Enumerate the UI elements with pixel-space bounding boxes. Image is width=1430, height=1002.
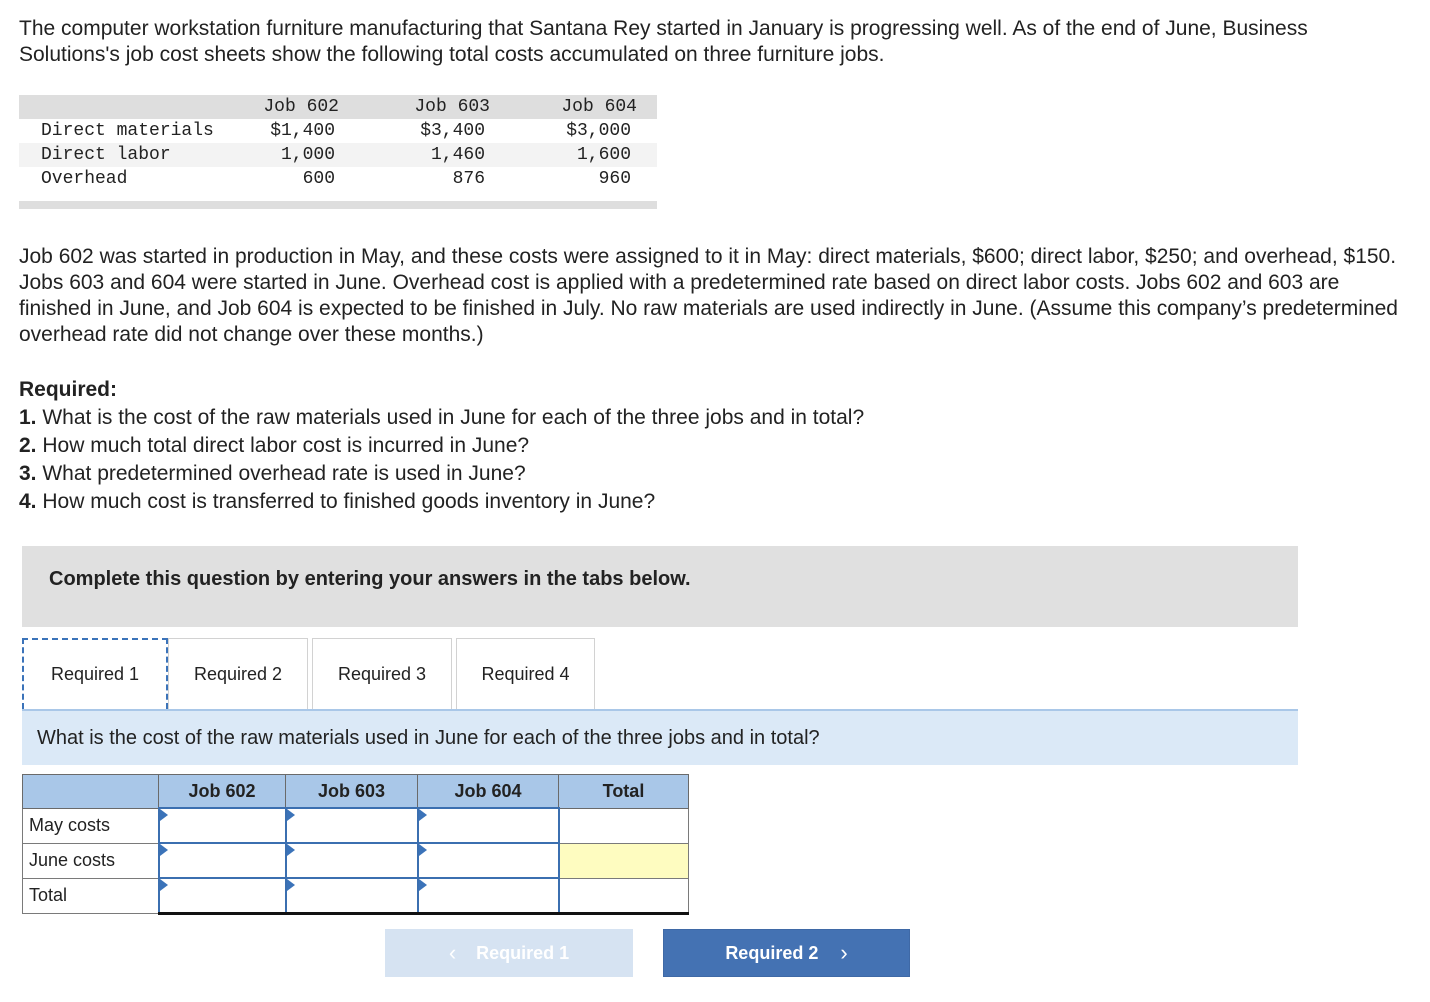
- answer-row-may-costs: [23, 808, 689, 843]
- cost-row-direct-materials: [19, 119, 657, 143]
- grand-total-cell: [559, 878, 689, 914]
- tab-required-4[interactable]: Required 4: [456, 638, 595, 709]
- col-header-job-602: Job 602: [159, 775, 286, 809]
- tab-required-2[interactable]: Required 2: [168, 638, 308, 709]
- row-label: Total: [23, 878, 159, 914]
- answer-table-header: [23, 775, 689, 809]
- intro-paragraph: The computer workstation furniture manufacturing that Santana Rey started in January is progressing well. As of the end of June, Business Solutions's job cost sheets show the following total costs accumulated on three furniture jobs.: [19, 17, 1308, 66]
- total-job-603-input[interactable]: [286, 878, 418, 914]
- required-section: [19, 376, 864, 516]
- job-cost-table: [19, 95, 657, 209]
- prev-button-label: Required 1: [476, 942, 570, 963]
- col-header-job-604: Job 604: [561, 97, 637, 117]
- required-title: Required:: [19, 378, 118, 401]
- tab-required-1[interactable]: Required 1: [22, 638, 168, 709]
- chevron-left-icon: ‹: [448, 940, 457, 965]
- cost-table-header: [19, 95, 657, 119]
- next-button-label: Required 2: [725, 942, 819, 963]
- row-label: Direct labor: [41, 145, 171, 165]
- may-job-602-input[interactable]: [159, 808, 286, 843]
- required-item-1: 1. What is the cost of the raw materials used in June for each of the three jobs and in total?: [19, 406, 865, 429]
- cell-value: $3,000: [566, 121, 631, 141]
- next-button[interactable]: [663, 929, 910, 977]
- tab-required-3[interactable]: Required 3: [312, 638, 452, 709]
- cell-value: $1,400: [270, 121, 335, 141]
- may-job-603-input[interactable]: [286, 808, 418, 843]
- instruction-text: Complete this question by entering your answers in the tabs below.: [49, 568, 691, 590]
- prev-button[interactable]: [385, 929, 633, 977]
- cell-value: 600: [302, 169, 335, 189]
- june-job-602-input[interactable]: [159, 843, 286, 878]
- col-header-job-604: Job 604: [418, 775, 559, 809]
- cost-row-direct-labor: [19, 143, 657, 167]
- cell-value: 876: [452, 169, 485, 189]
- answer-row-total: [23, 878, 689, 914]
- total-job-604-input[interactable]: [418, 878, 559, 914]
- cell-value: 1,000: [280, 145, 335, 165]
- row-label: Direct materials: [41, 121, 214, 141]
- tab-question-bar: [22, 709, 1298, 765]
- instruction-banner: [22, 546, 1298, 627]
- required-item-4: 4. How much cost is transferred to finished goods inventory in June?: [19, 490, 656, 513]
- cell-value: 1,460: [430, 145, 485, 165]
- cell-value: $3,400: [420, 121, 485, 141]
- cost-row-overhead: [19, 167, 657, 191]
- row-label: June costs: [23, 843, 159, 878]
- row-label: May costs: [23, 808, 159, 843]
- answer-table: [22, 774, 689, 915]
- row-label: Overhead: [41, 169, 128, 189]
- col-header-job-603: Job 603: [414, 97, 490, 117]
- col-header-job-602: Job 602: [263, 97, 339, 117]
- cell-value: 960: [598, 169, 631, 189]
- total-job-602-input[interactable]: [159, 878, 286, 914]
- june-total-cell: [559, 843, 689, 878]
- may-job-604-input[interactable]: [418, 808, 559, 843]
- required-item-2: 2. How much total direct labor cost is incurred in June?: [19, 434, 530, 457]
- may-total-cell: [559, 808, 689, 843]
- job-details-paragraph: Job 602 was started in production in May, and these costs were assigned to it in May: direct materials, $600; direct labor, $250; and overhead, $150. Jobs 603 and 604 were started in June. Overhead cost is applied with a predetermined rate based on direct labor costs. Jobs 602 and 603 are finished in June, and Job 604 is expected to be finished in July. No raw materials are used indirectly in June. (Assume this company’s predetermined overhead rate did not change over these months.): [19, 245, 1398, 346]
- table-bottom-rule: [19, 201, 657, 209]
- col-header-blank: [23, 775, 159, 809]
- chevron-right-icon: ›: [840, 940, 848, 965]
- col-header-total: Total: [559, 775, 689, 809]
- col-header-job-603: Job 603: [286, 775, 418, 809]
- answer-row-june-costs: [23, 843, 689, 878]
- tab-question-text: What is the cost of the raw materials used in June for each of the three jobs and in total?: [37, 727, 820, 749]
- june-job-604-input[interactable]: [418, 843, 559, 878]
- cell-value: 1,600: [576, 145, 631, 165]
- required-item-3: 3. What predetermined overhead rate is used in June?: [19, 462, 526, 485]
- june-job-603-input[interactable]: [286, 843, 418, 878]
